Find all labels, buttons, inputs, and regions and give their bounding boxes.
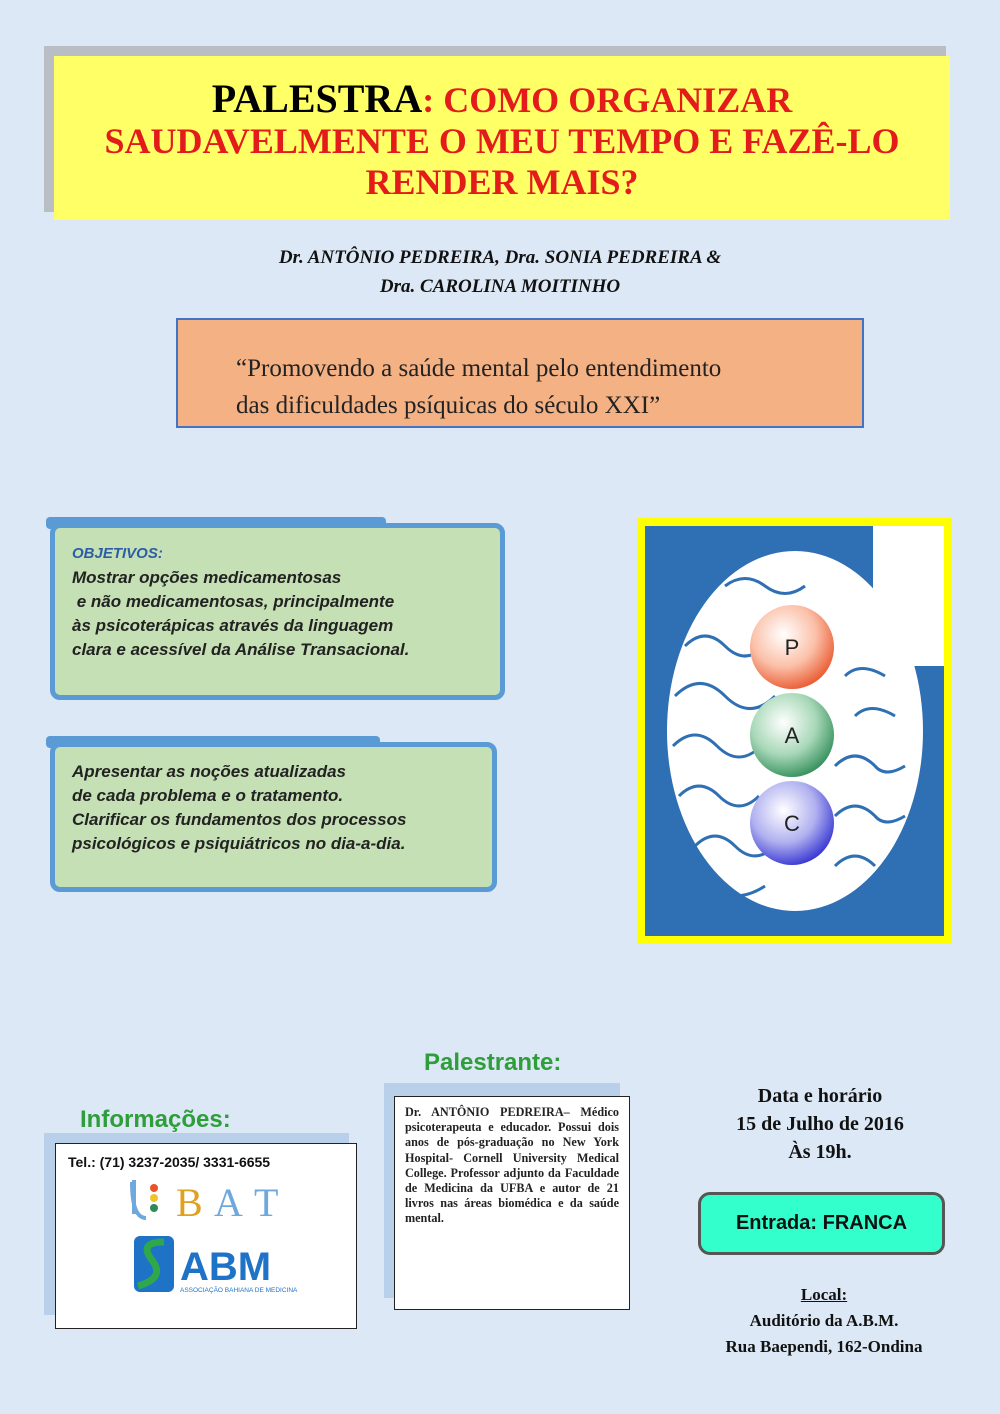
ubat-logo [132, 1178, 286, 1225]
bio-box: Dr. ANTÔNIO PEDREIRA– Médico psicoterapeuta e educador. Possui dois anos de pós-graduação no New York Hospital- Cornell University Medical College. Professor adjunto da Faculdade de Medicina da UFBA e autor de 21 livros nas áreas biomédica e da saúde mental. [394, 1096, 630, 1310]
local-name: Auditório da A.B.M. [749, 1311, 899, 1330]
circle-c-label: C [784, 811, 800, 836]
quote-line-1: “Promovendo a saúde mental pelo entendimento [236, 355, 722, 382]
objetivos-line: às psicoterápicas através da linguagem [72, 616, 394, 635]
local [690, 1282, 958, 1360]
brain-illustration [645, 526, 944, 936]
nocoes-line: Apresentar as noções atualizadas [72, 762, 347, 781]
title-line-3: RENDER MAIS? [365, 162, 639, 202]
title-line1-rest: : COMO ORGANIZAR [422, 80, 793, 120]
logos [68, 1176, 344, 1316]
date-value: 15 de Julho de 2016 [736, 1113, 904, 1135]
local-address: Rua Baependi, 162-Ondina [725, 1337, 923, 1356]
circle-a-label: A [784, 723, 800, 748]
local-label: Local: [800, 1285, 848, 1304]
svg-text:T: T [254, 1180, 279, 1225]
pac-brain-image [637, 518, 952, 944]
nocoes-box [50, 742, 497, 892]
objetivos-heading: OBJETIVOS: [72, 545, 163, 562]
date-label: Data e horário [757, 1085, 883, 1107]
entrada-badge: Entrada: FRANCA [698, 1192, 945, 1255]
telephone: Tel.: (71) 3237-2035/ 3331-6655 [68, 1154, 271, 1170]
palestrante-title: Palestrante: [424, 1049, 562, 1076]
objetivos-line: clara e acessível da Análise Transacional. [72, 640, 410, 659]
svg-text:B: B [176, 1180, 203, 1225]
title-lead: PALESTRA [211, 76, 423, 121]
quote-box [176, 318, 864, 428]
authors [0, 243, 1000, 301]
svg-text:A: A [214, 1180, 243, 1225]
nocoes-line: psicológicos e psiquiátricos no dia-a-dia. [72, 834, 406, 853]
abm-subtext: ASSOCIAÇÃO BAHIANA DE MEDICINA [180, 1287, 298, 1294]
informacoes-box [55, 1143, 357, 1329]
nocoes-line: de cada problema e o tratamento. [72, 786, 344, 805]
time-value: Às 19h. [788, 1141, 852, 1163]
authors-line-2: Dra. CAROLINA MOITINHO [379, 276, 621, 297]
title-line-1 [54, 78, 950, 121]
objetivos-line: e não medicamentosas, principalmente [72, 592, 395, 611]
title-line-2: SAUDAVELMENTE O MEU TEMPO E FAZÊ-LO [104, 121, 900, 161]
abm-logo [134, 1236, 298, 1294]
authors-line-1: Dr. ANTÔNIO PEDREIRA, Dra. SONIA PEDREIRA & [278, 247, 722, 268]
title-banner [54, 56, 950, 220]
quote-line-2: das dificuldades psíquicas do século XXI” [236, 392, 661, 419]
objetivos-line: Mostrar opções medicamentosas [72, 568, 342, 587]
circle-p-label: P [784, 635, 800, 660]
nocoes-line: Clarificar os fundamentos dos processos [72, 810, 407, 829]
abm-text: ABM [180, 1245, 272, 1289]
date-time [690, 1082, 950, 1166]
objetivos-box [50, 523, 505, 700]
informacoes-title: Informações: [80, 1106, 231, 1133]
